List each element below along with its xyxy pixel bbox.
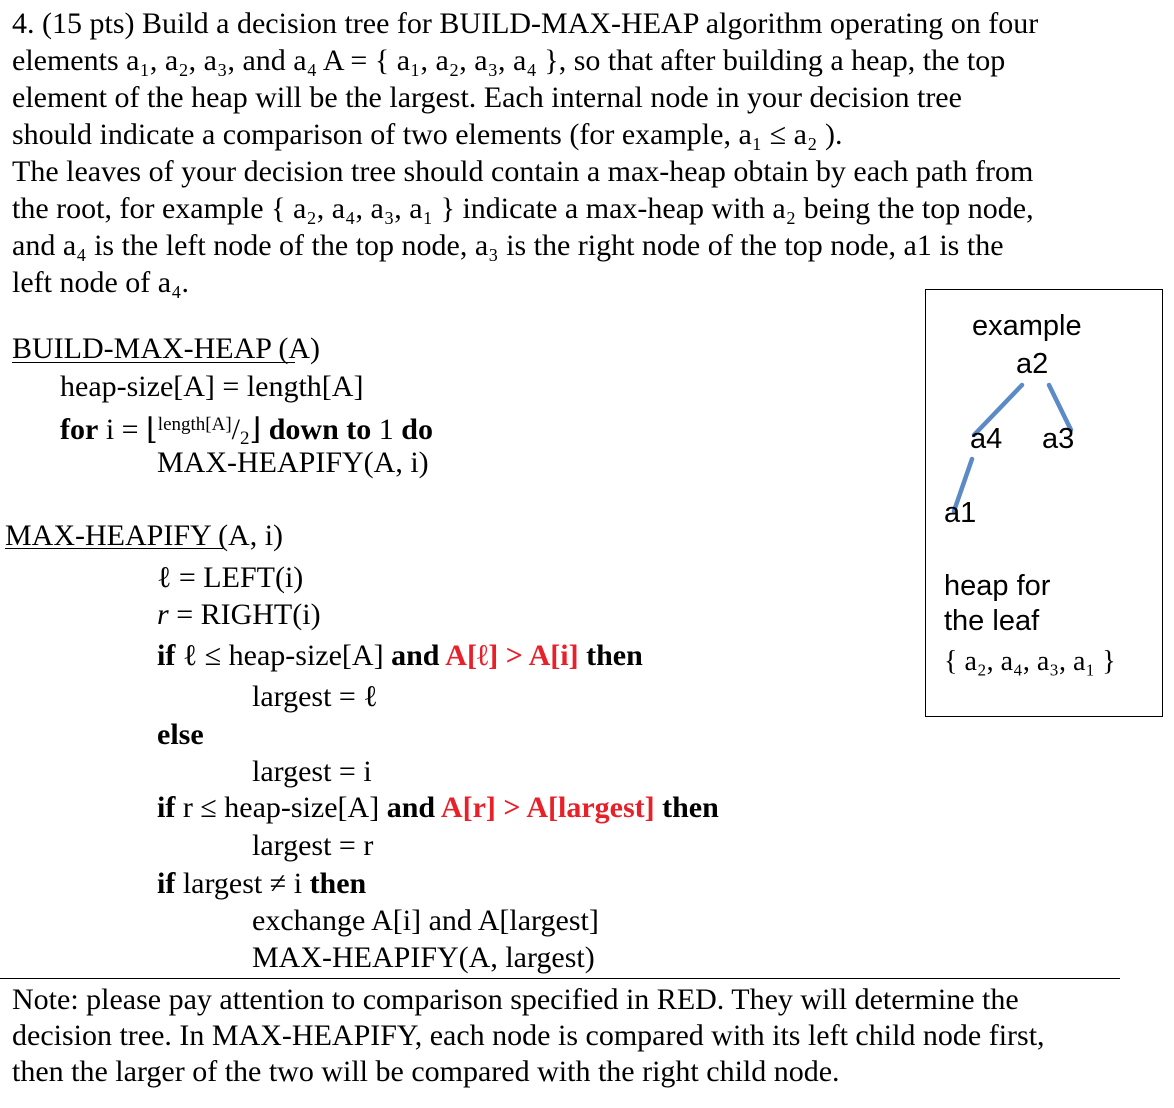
- code-line: MAX-HEAPIFY(A, largest): [252, 941, 595, 974]
- keyword: then: [309, 867, 367, 900]
- keyword: down to: [261, 413, 379, 446]
- var-r: r: [157, 598, 169, 631]
- red-comparison: A[ℓ] > A[i]: [439, 639, 579, 672]
- if-line: [157, 866, 366, 902]
- procedure-name: BUILD-MAX-HEAP: [12, 332, 271, 365]
- heap-set: { a₂, a₄, a₃, a₁ }: [944, 646, 1116, 677]
- red-comparison: A[r] > A[largest]: [435, 791, 655, 824]
- note-divider: [0, 978, 1120, 979]
- loop-end: 1: [378, 413, 394, 446]
- tree-node-leftleft: a1: [944, 497, 977, 529]
- floor-slash: /: [231, 413, 241, 446]
- loop-var: i =: [98, 413, 147, 446]
- code-line: exchange A[i] and A[largest]: [252, 904, 599, 937]
- code-line: MAX-HEAPIFY(A, i): [157, 446, 429, 479]
- keyword: do: [393, 413, 433, 446]
- code-text: largest ≠ i: [175, 867, 310, 900]
- note-line: decision tree. In MAX-HEAPIFY, each node is compared with its left child node first,: [12, 1019, 1045, 1052]
- code-line: largest = i: [252, 755, 372, 788]
- if-line: [157, 790, 719, 826]
- caption-line: the leaf: [944, 605, 1040, 637]
- keyword: then: [654, 791, 719, 824]
- problem-line: and a₄ is the left node of the top node, a₃ is the right node of the top node, a1 is the: [12, 229, 1004, 262]
- code-line: largest = r: [252, 829, 374, 862]
- problem-line: 4. (15 pts) Build a decision tree for BUILD-MAX-HEAP algorithm operating on four: [12, 7, 1039, 40]
- code-text: = RIGHT(i): [168, 598, 321, 631]
- code-text: ℓ ≤ heap-size[A]: [175, 639, 392, 672]
- code-line: largest = ℓ: [252, 680, 378, 713]
- problem-line: elements a₁, a₂, a₃, and a₄ A = { a₁, a₂, a₃, a₄ }, so that after building a heap, the top: [12, 44, 1006, 77]
- floor-open: ⌊: [146, 413, 158, 446]
- floor-numerator: length[A]: [157, 414, 232, 435]
- code-line: ℓ = LEFT(i): [157, 561, 304, 594]
- procedure-underline: [5, 548, 223, 549]
- tree-node-right: a3: [1042, 423, 1075, 455]
- problem-line: element of the heap will be the largest. Each internal node in your decision tree: [12, 81, 962, 114]
- procedure-name: MAX-HEAPIFY: [5, 519, 211, 552]
- keyword: and: [391, 639, 440, 672]
- caption-line: heap for: [944, 570, 1051, 602]
- example-box: [925, 289, 1163, 717]
- floor-close: ⌋: [249, 413, 262, 446]
- keyword: else: [157, 718, 204, 751]
- problem-line: The leaves of your decision tree should contain a max-heap obtain by each path from: [12, 155, 1034, 188]
- if-line: [157, 638, 643, 674]
- keyword: if: [157, 639, 176, 672]
- code-line: [157, 597, 321, 633]
- example-title: example: [972, 310, 1082, 342]
- procedure-underline: [12, 362, 295, 363]
- tree-node-root: a2: [1016, 348, 1049, 380]
- note-line: then the larger of the two will be compared with the right child node.: [12, 1055, 840, 1088]
- procedure-args: (A, i): [210, 519, 284, 552]
- keyword: if: [157, 791, 176, 824]
- keyword: if: [157, 867, 176, 900]
- code-line: heap-size[A] = length[A]: [60, 370, 364, 403]
- code-text: r ≤ heap-size[A]: [175, 791, 387, 824]
- keyword: then: [578, 639, 643, 672]
- problem-line: left node of a₄.: [12, 266, 190, 299]
- tree-node-left: a4: [970, 423, 1003, 455]
- keyword: for: [60, 413, 99, 446]
- floor-denominator: 2: [240, 428, 250, 449]
- note-line: Note: please pay attention to comparison specified in RED. They will determine the: [12, 983, 1019, 1016]
- keyword: and: [386, 791, 436, 824]
- problem-line: should indicate a comparison of two elements (for example, a₁ ≤ a₂ ).: [12, 118, 843, 151]
- procedure-args: (A): [270, 332, 321, 365]
- problem-line: the root, for example { a₂, a₄, a₃, a₁ } indicate a max-heap with a₂ being the top node,: [12, 192, 1034, 225]
